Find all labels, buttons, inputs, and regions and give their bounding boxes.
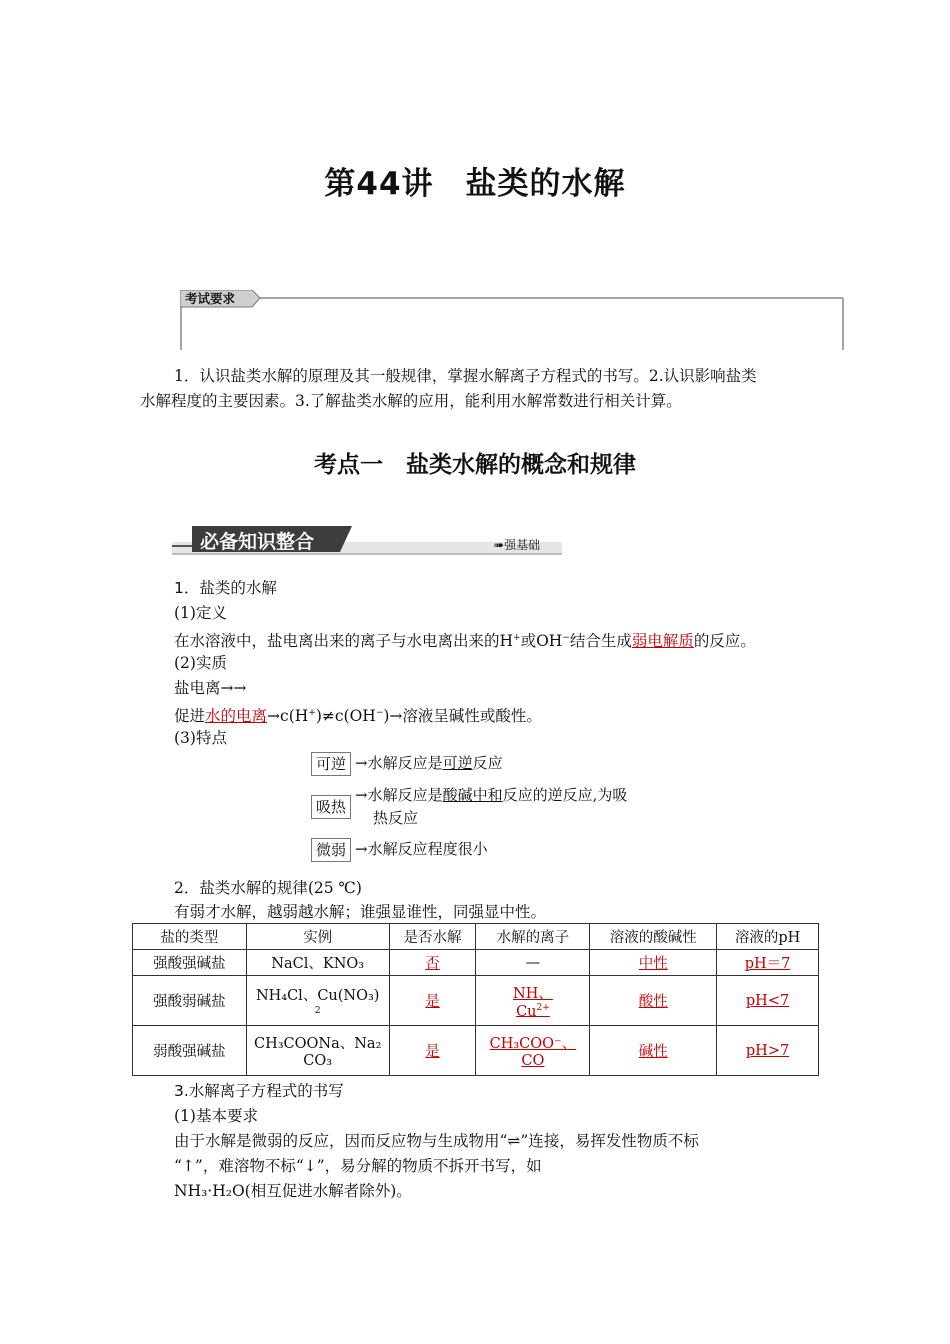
essence-label: (2)实质 [174,654,227,672]
exam-banner-label: 考试要求 [185,291,236,306]
cell-acidity: 酸性 [590,976,717,1026]
cell-example: CH₃COONa、Na₂ CO₃ [246,1026,389,1076]
cell-ph: pH<7 [717,976,819,1026]
definition-text: 在水溶液中，盐电离出来的离子与水电离出来的H+或OH−结合生成弱电解质的反应。 [174,632,756,651]
section-title: 考点一 盐类水解的概念和规律 [314,452,636,478]
feature-box-reversible: 可逆 [311,752,351,776]
definition-label: (1)定义 [174,604,227,622]
table-header-row [133,924,819,950]
cell-ph: pH＝7 [717,950,819,976]
cell-hydrolyze: 否 [389,950,476,976]
cell-example: NH₄Cl、Cu(NO₃) 2 [246,976,389,1026]
knowledge-banner-tag: ➠强基础 [494,538,541,552]
feature-box-endothermic: 吸热 [311,795,351,819]
exam-banner-frame [180,290,844,350]
part3-line1: 由于水解是微弱的反应，因而反应物与生成物用“⇌”连接，易挥发性物质不标 [174,1132,699,1150]
table-header: 盐的类型 [133,924,247,950]
answer-weak-electrolyte: 弱电解质 [631,632,694,651]
table-header: 实例 [246,924,389,950]
part2-heading: 2．盐类水解的规律(25 ℃) [174,879,362,897]
part2-rule: 有弱才水解，越弱越水解；谁强显谁性，同强显中性。 [174,903,547,921]
feature-text-reversible: →水解反应是可逆反应 [355,754,503,772]
table-row [133,1026,819,1076]
essence-line2: 促进水的电离→c(H+)≠c(OH−)→溶液呈碱性或酸性。 [174,707,542,726]
essence-line1: 盐电离→→ [174,679,247,697]
exam-req-line1: 1．认识盐类水解的原理及其一般规律，掌握水解离子方程式的书写。2.认识影响盐类 [174,367,757,385]
table-row [133,950,819,976]
cell-ions: — [476,950,590,976]
hydrolysis-rules-table [132,923,819,1076]
cell-acidity: 中性 [590,950,717,976]
part3-sub: (1)基本要求 [174,1107,258,1125]
table-header: 水解的离子 [476,924,590,950]
table-row [133,976,819,1026]
features-label: (3)特点 [174,729,227,747]
cell-type: 强酸弱碱盐 [133,976,247,1026]
part1-heading: 1．盐类的水解 [174,579,277,597]
feature-text-weak: →水解反应程度很小 [355,840,488,858]
cell-hydrolyze: 是 [389,1026,476,1076]
part3-heading: 3.水解离子方程式的书写 [174,1082,344,1100]
knowledge-banner [172,524,562,558]
answer-water-ionization: 水的电离 [205,707,268,726]
cell-hydrolyze: 是 [389,976,476,1026]
table-header: 溶液的酸碱性 [590,924,717,950]
table-header: 溶液的pH [717,924,819,950]
exam-req-line2: 水解程度的主要因素。3.了解盐类水解的应用，能利用水解常数进行相关计算。 [140,392,682,410]
feature-text-endothermic-2: 热反应 [373,809,419,827]
cell-ions: NH、 $Cu^{2+}$ [476,976,590,1026]
table-header: 是否水解 [389,924,476,950]
cell-type: 强酸强碱盐 [133,950,247,976]
cell-ions: CH₃COO⁻、 CO [476,1026,590,1076]
feature-box-weak: 微弱 [311,838,351,862]
feature-text-endothermic: →水解反应是酸碱中和反应的逆反应,为吸 [355,786,628,804]
knowledge-banner-label: 必备知识整合 [200,531,315,553]
cell-example: NaCl、KNO₃ [246,950,389,976]
part3-line3: NH₃·H₂O(相互促进水解者除外)。 [174,1182,412,1200]
cell-acidity: 碱性 [590,1026,717,1076]
arrow-right-icon: ➠ [494,538,505,552]
cell-type: 弱酸强碱盐 [133,1026,247,1076]
part3-line2: “↑”，难溶物不标“↓”，易分解的物质不拆开书写，如 [174,1157,542,1175]
page-title: 第44讲 盐类的水解 [324,166,626,202]
exam-requirement-banner [180,290,844,350]
cell-ph: pH>7 [717,1026,819,1076]
